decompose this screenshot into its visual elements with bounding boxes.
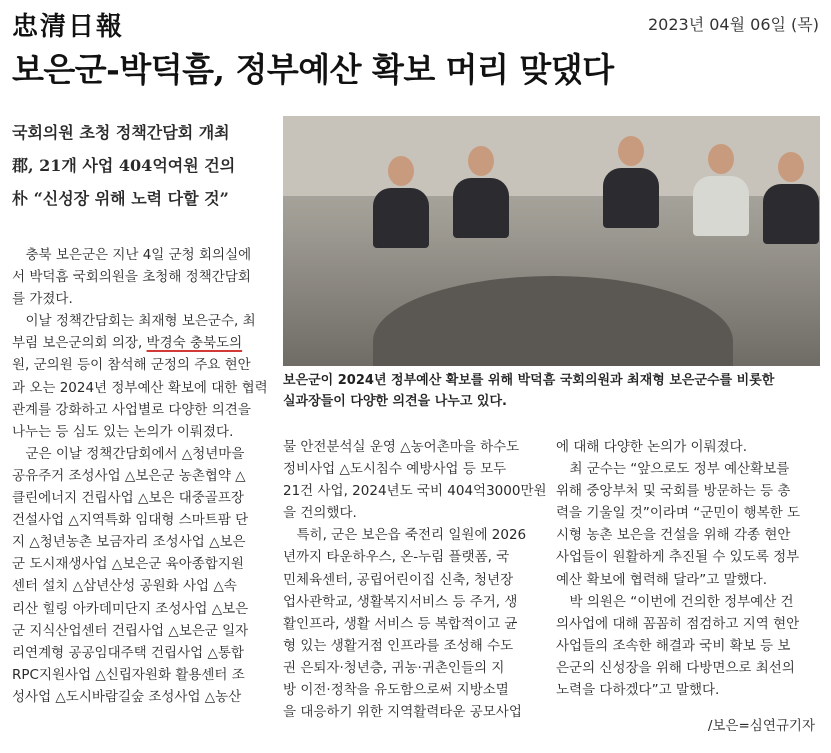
body-line: 최 군수는 “앞으로도 정부 예산확보를 <box>556 461 790 478</box>
article-subheads <box>12 116 274 215</box>
body-line: 클린에너지 건립사업 △보은 대중골프장 <box>12 490 244 507</box>
body-line: 박 의원은 “이번에 건의한 정부예산 건 <box>556 593 794 610</box>
body-line: 성사업 △도시바람길숲 조성사업 △농산 <box>12 688 242 705</box>
body-line: 를 가졌다. <box>12 291 73 308</box>
body-line: 충북 보은군은 지난 4일 군청 회의실에 <box>12 247 252 263</box>
body-line: 력을 기울일 것”이라며 “군민이 행복한 도 <box>556 505 801 522</box>
body-line: 센터 설치 △삼년산성 공원화 사업 △속 <box>12 578 237 595</box>
body-line: 특히, 군은 보은읍 죽전리 일원에 2026 <box>283 527 527 544</box>
body-line: 예산 확보에 협력해 달라”고 말했다. <box>556 571 768 588</box>
body-line: 원, 군의원 등이 참석해 군정의 주요 현안 <box>12 357 251 374</box>
subhead-line: 郡, 21개 사업 404억여원 건의 <box>12 156 236 175</box>
body-line: 사업들의 조속한 해결과 국비 확보 등 보 <box>556 637 791 654</box>
body-line: 위해 중앙부처 및 국회를 방문하는 등 총 <box>556 483 791 500</box>
subhead-line: 국회의원 초청 정책간담회 개최 <box>12 123 230 142</box>
body-line <box>12 332 274 354</box>
body-line: 활인프라, 생활 서비스 등 복합적이고 균 <box>283 615 518 632</box>
body-line: 서 박덕흠 국회의원을 초청해 정책간담회 <box>12 269 251 286</box>
body-line: 관계를 강화하고 사업별로 다양한 의견을 <box>12 401 251 418</box>
body-line: 나누는 등 심도 있는 논의가 이뤄졌다. <box>12 423 234 440</box>
body-line: 노력을 다하겠다”고 말했다. <box>556 682 720 699</box>
body-line: 의사업에 대해 꼼꼼히 점검하고 지역 현안 <box>556 615 800 632</box>
photo-person <box>763 152 819 244</box>
photo-caption <box>283 370 820 412</box>
article-column-1 <box>12 244 274 708</box>
article-headline: 보은군-박덕흠, 정부예산 확보 머리 맞댔다 <box>12 50 614 89</box>
photo-person <box>453 146 509 238</box>
photo-person <box>693 144 749 236</box>
body-line: 방 이전·정착을 유도함으로써 지방소멸 <box>283 682 509 699</box>
body-line: RPC지원사업 △신립자원화 활용센터 조 <box>12 666 245 683</box>
body-line: 공유주거 조성사업 △보은군 농촌협약 △ <box>12 467 246 484</box>
reporter-byline: /보은=심연규기자 <box>707 718 815 734</box>
photo-table <box>373 276 733 366</box>
body-line: 에 대해 다양한 논의가 이뤄졌다. <box>556 439 747 455</box>
body-line: 민체육센터, 공립어린이집 신축, 청년장 <box>283 571 514 588</box>
body-line: 건설사업 △지역특화 임대형 스마트팜 단 <box>12 512 249 529</box>
body-line: 리산 힐링 아카데미단지 조성사업 △보은 <box>12 600 249 617</box>
body-line: 은군의 신성장을 위해 다방면으로 최선의 <box>556 659 795 676</box>
newspaper-masthead: 忠清日報 <box>12 12 125 42</box>
body-line: 군 지식산업센터 건립사업 △보은군 일자 <box>12 622 249 639</box>
body-line: 군 도시재생사업 △보은군 육아종합지원 <box>12 556 244 573</box>
article-column-3 <box>556 436 822 701</box>
body-line: 권 은퇴자·청년층, 귀농·귀촌인들의 지 <box>283 659 505 676</box>
body-line: 업사관학교, 생활복지서비스 등 주거, 생 <box>283 593 518 610</box>
subhead-line: 朴 “신성장 위해 노력 다할 것” <box>12 189 229 208</box>
body-line: 년까지 타운하우스, 온-누림 플랫폼, 국 <box>283 549 510 566</box>
body-line: 형 있는 생활거점 인프라를 조성해 수도 <box>283 637 514 654</box>
body-line: 을 건의했다. <box>283 505 357 522</box>
meeting-photo <box>283 116 820 366</box>
publication-date: 2023년 04월 06일 (목) <box>647 15 819 34</box>
photo-person <box>603 136 659 228</box>
body-line: 21건 사업, 2024년도 국비 404억3000만원 <box>283 483 547 500</box>
body-line: 물 안전분석실 운영 △농어촌마을 하수도 <box>283 439 520 455</box>
body-line: 정비사업 △도시침수 예방사업 등 모두 <box>283 461 507 478</box>
body-line: 시형 농촌 보은을 건설을 위해 각종 현안 <box>556 527 791 544</box>
body-line: 리연계형 공공임대주택 건립사업 △통합 <box>12 644 244 661</box>
photo-person <box>373 156 429 248</box>
body-line: 군은 이날 정책간담회에서 △청년마을 <box>12 445 245 462</box>
body-line: 사업들이 원활하게 추진될 수 있도록 정부 <box>556 549 800 566</box>
article-column-2 <box>283 436 545 723</box>
body-line: 이날 정책간담회는 최재형 보은군수, 최 <box>12 313 256 330</box>
caption-line: 실과장들이 다양한 의견을 나누고 있다. <box>283 394 507 409</box>
underlined-name: 박경숙 충북도의 <box>146 335 243 352</box>
body-line: 을 대응하기 위한 지역활력타운 공모사업 <box>283 704 522 721</box>
body-text: 부림 보은군의회 의장, <box>12 335 147 352</box>
body-line: 지 △청년농촌 보금자리 조성사업 △보은 <box>12 534 246 551</box>
body-line: 과 오는 2024년 정부예산 확보에 대한 협력 <box>12 379 268 396</box>
caption-line: 보은군이 2024년 정부예산 확보를 위해 박덕흠 국회의원과 최재형 보은군수를 비롯한 <box>283 373 775 388</box>
